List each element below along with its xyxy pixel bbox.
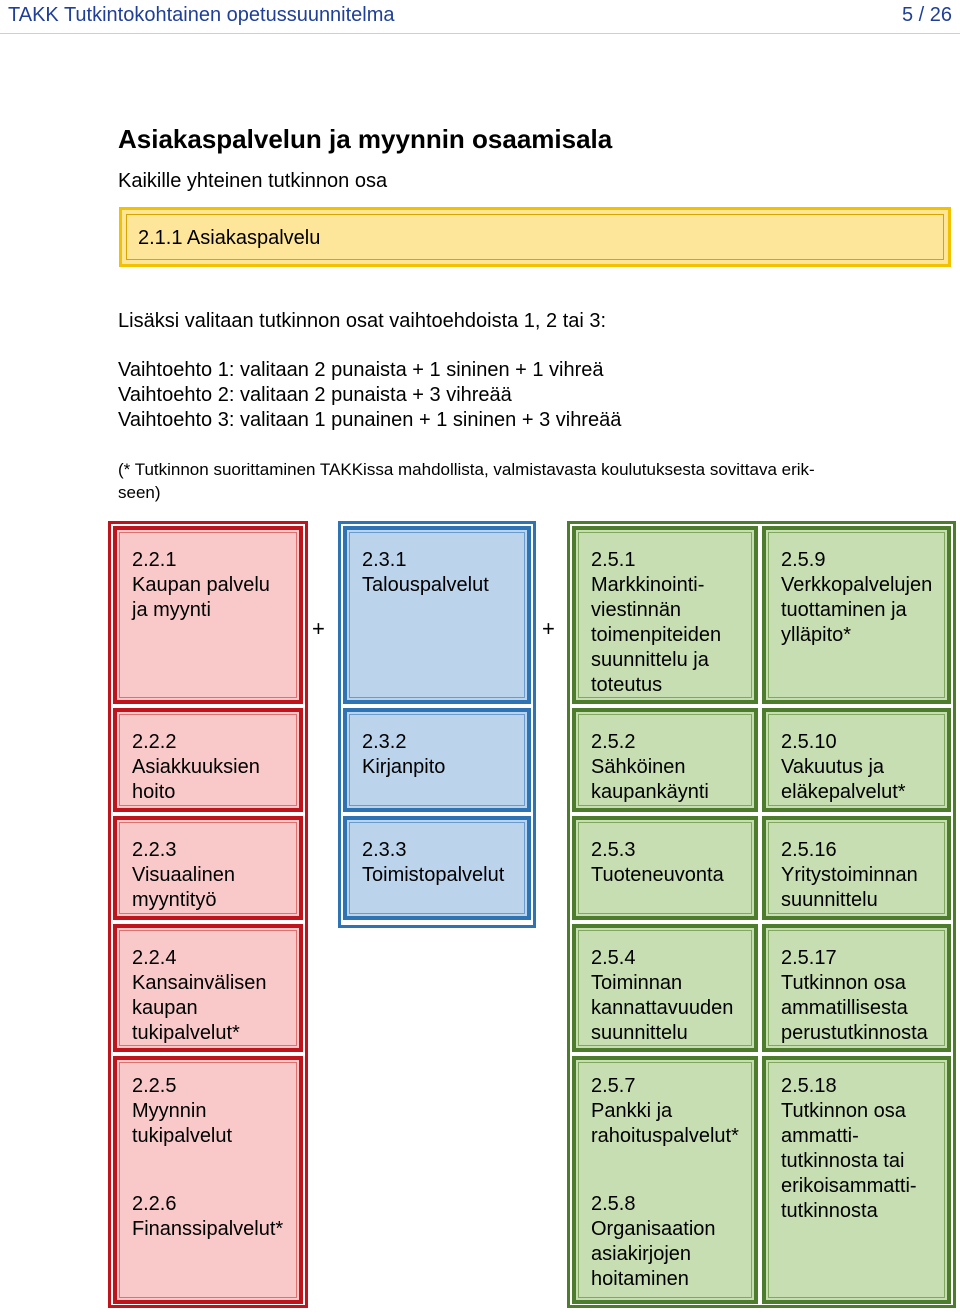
module-code: 2.5.7 bbox=[591, 1075, 636, 1097]
module-spacer bbox=[591, 1149, 754, 1192]
module-box-red bbox=[113, 924, 303, 1052]
module-code: 2.2.1 bbox=[132, 549, 177, 571]
module-box-red bbox=[113, 526, 303, 704]
footnote-line: (* Tutkinnon suorittaminen TAKKissa mahdollista, valmistavasta koulutuksesta sovittava erik- bbox=[118, 460, 815, 479]
module-code: 2.5.18 bbox=[781, 1075, 837, 1097]
module-text: Organisaation bbox=[591, 1218, 716, 1240]
module-code: 2.2.2 bbox=[132, 731, 177, 753]
module-text: ja myynti bbox=[132, 599, 211, 621]
module-text: hoitaminen bbox=[591, 1268, 689, 1290]
plus-sign: + bbox=[312, 616, 325, 641]
module-box-green bbox=[572, 708, 758, 812]
module-code: 2.2.6 bbox=[132, 1193, 177, 1215]
module-text: toimenpiteiden bbox=[591, 624, 722, 646]
footnote bbox=[118, 458, 938, 504]
module-text: Tuoteneuvonta bbox=[591, 864, 724, 886]
module-box-green bbox=[572, 924, 758, 1052]
module-code: 2.5.1 bbox=[591, 549, 636, 571]
module-text: tuottaminen ja bbox=[781, 599, 907, 621]
module-code: 2.3.3 bbox=[362, 839, 407, 861]
module-code: 2.5.4 bbox=[591, 947, 636, 969]
module-box-green bbox=[762, 526, 951, 704]
module-code: 2.5.16 bbox=[781, 839, 837, 861]
module-text: tutkinnosta bbox=[781, 1200, 878, 1222]
module-text: Verkkopalvelujen bbox=[781, 574, 933, 596]
module-text: Toiminnan bbox=[591, 972, 683, 994]
page-number: 5 / 26 bbox=[901, 4, 952, 26]
module-box-blue bbox=[343, 708, 531, 812]
module-box-green bbox=[762, 1056, 951, 1304]
module-box-blue bbox=[343, 526, 531, 704]
footnote-line: seen) bbox=[118, 483, 161, 502]
module-text: tukipalvelut bbox=[132, 1125, 233, 1147]
module-code: 2.5.17 bbox=[781, 947, 837, 969]
module-text: tutkinnosta tai bbox=[781, 1150, 905, 1172]
module-text: toteutus bbox=[591, 674, 663, 696]
module-box-green bbox=[572, 816, 758, 920]
module-text: Vakuutus ja bbox=[781, 756, 885, 778]
module-text: kaupan bbox=[132, 997, 198, 1019]
module-code: 2.5.10 bbox=[781, 731, 837, 753]
module-box-green bbox=[762, 708, 951, 812]
module-box-green bbox=[762, 816, 951, 920]
module-text: asiakirjojen bbox=[591, 1243, 692, 1265]
module-text: Yritystoiminnan bbox=[781, 864, 918, 886]
module-code: 2.5.8 bbox=[591, 1193, 636, 1215]
module-box-red bbox=[113, 816, 303, 920]
option-1: Vaihtoehto 1: valitaan 2 punaista + 1 sininen + 1 vihreä bbox=[118, 359, 604, 381]
module-text: Tutkinnon osa bbox=[781, 972, 906, 994]
header-divider bbox=[0, 33, 960, 34]
module-text: tukipalvelut* bbox=[132, 1022, 240, 1044]
module-text: hoito bbox=[132, 781, 176, 803]
common-part-label: 2.1.1 Asiakaspalvelu bbox=[138, 227, 321, 249]
module-text: Kaupan palvelu bbox=[132, 574, 270, 596]
module-box-green bbox=[572, 1056, 758, 1304]
module-text: Sähköinen bbox=[591, 756, 686, 778]
module-text: suunnittelu ja bbox=[591, 649, 709, 671]
module-text: kaupankäynti bbox=[591, 781, 709, 803]
module-code: 2.2.4 bbox=[132, 947, 177, 969]
module-text: Toimistopalvelut bbox=[362, 864, 505, 886]
module-text: Myynnin bbox=[132, 1100, 207, 1122]
plus-sign: + bbox=[542, 616, 555, 641]
module-box-green bbox=[762, 924, 951, 1052]
intro-text: Lisäksi valitaan tutkinnon osat vaihtoehdoista 1, 2 tai 3: bbox=[118, 310, 607, 332]
module-box-red bbox=[113, 708, 303, 812]
module-code: 2.2.3 bbox=[132, 839, 177, 861]
module-text: Finanssipalvelut* bbox=[132, 1218, 284, 1240]
option-3: Vaihtoehto 3: valitaan 1 punainen + 1 sininen + 3 vihreää bbox=[118, 409, 622, 431]
module-spacer bbox=[132, 1149, 299, 1192]
module-code: 2.2.5 bbox=[132, 1075, 177, 1097]
module-text: Kansainvälisen bbox=[132, 972, 267, 994]
module-text: Asiakkuuksien bbox=[132, 756, 260, 778]
module-text: ammatillisesta bbox=[781, 997, 908, 1019]
module-text: erikoisammatti- bbox=[781, 1175, 917, 1197]
module-text: Pankki ja bbox=[591, 1100, 673, 1122]
module-text: suunnittelu bbox=[591, 1022, 688, 1044]
header-title: TAKK Tutkintokohtainen opetussuunnitelma bbox=[8, 4, 395, 26]
module-text: rahoituspalvelut* bbox=[591, 1125, 739, 1147]
module-code: 2.3.1 bbox=[362, 549, 407, 571]
module-text: Visuaalinen bbox=[132, 864, 236, 886]
module-text: eläkepalvelut* bbox=[781, 781, 906, 803]
page-subtitle: Kaikille yhteinen tutkinnon osa bbox=[118, 170, 388, 192]
module-text: suunnittelu bbox=[781, 889, 878, 911]
module-text: ylläpito* bbox=[781, 624, 852, 646]
common-part-box bbox=[119, 207, 951, 267]
module-box-blue bbox=[343, 816, 531, 920]
module-text: Talouspalvelut bbox=[362, 574, 489, 596]
module-code: 2.3.2 bbox=[362, 731, 407, 753]
module-text: Markkinointi- bbox=[591, 574, 705, 596]
module-text: viestinnän bbox=[591, 599, 682, 621]
module-code: 2.5.3 bbox=[591, 839, 636, 861]
module-text: Kirjanpito bbox=[362, 756, 446, 778]
module-text: myyntityö bbox=[132, 889, 217, 911]
module-code: 2.5.2 bbox=[591, 731, 636, 753]
module-code: 2.5.9 bbox=[781, 549, 826, 571]
option-2: Vaihtoehto 2: valitaan 2 punaista + 3 vihreää bbox=[118, 384, 512, 406]
module-box-green bbox=[572, 526, 758, 704]
module-text: Tutkinnon osa bbox=[781, 1100, 906, 1122]
module-box-red bbox=[113, 1056, 303, 1304]
module-text: kannattavuuden bbox=[591, 997, 734, 1019]
module-text: perustutkinnosta bbox=[781, 1022, 928, 1044]
page-title: Asiakaspalvelun ja myynnin osaamisala bbox=[118, 124, 613, 154]
module-text: ammatti- bbox=[781, 1125, 859, 1147]
